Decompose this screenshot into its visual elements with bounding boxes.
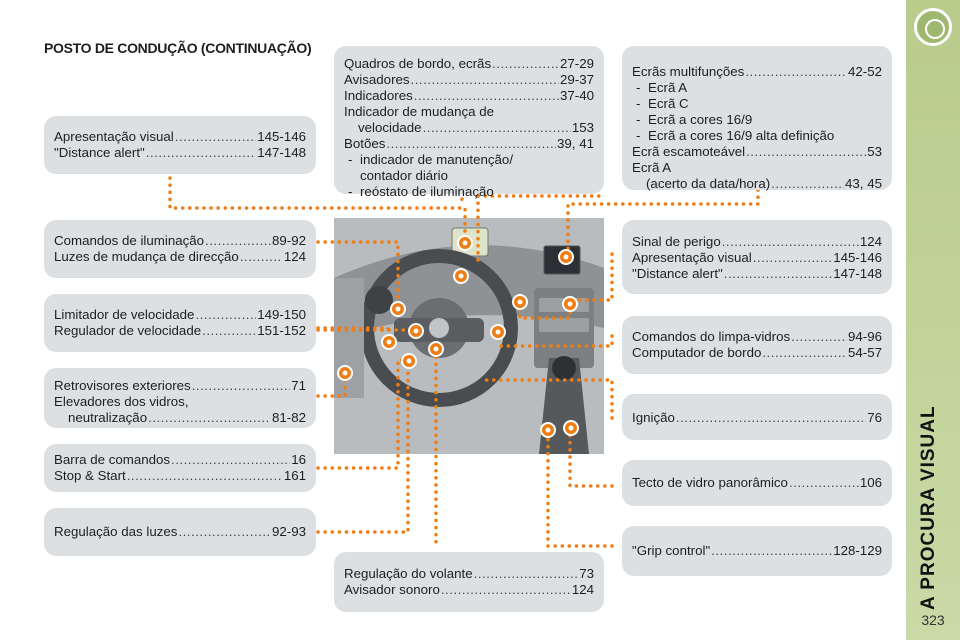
index-row: Avisador sonoro ..... 124: [344, 582, 594, 598]
index-row: "Distance alert" ..... 147-148: [632, 266, 882, 282]
sub-item: - Ecrã A: [636, 80, 688, 95]
index-row: Luzes de mudança de direcção ..... 124: [54, 249, 306, 265]
index-row: Ecrãs multifunções ..... 42-52: [632, 64, 882, 80]
index-row: Apresentação visual ..... 145-146: [632, 250, 882, 266]
index-row: Barra de comandos ..... 16: [54, 452, 306, 468]
index-row: Botões ..... 39, 41: [344, 136, 594, 152]
sub-item: - reóstato de iluminação: [348, 184, 494, 199]
index-row: Indicadores ..... 37-40: [344, 88, 594, 104]
section-logo-icon: [914, 8, 952, 46]
index-row: velocidade ..... 153: [344, 120, 594, 136]
index-row: neutralização ..... 81-82: [54, 410, 306, 426]
box-display-left: [44, 116, 316, 174]
section-title: A PROCURA VISUAL: [918, 405, 939, 610]
box-controls-bar: [44, 444, 316, 492]
box-sunroof: [622, 460, 892, 506]
box-steering: [334, 552, 604, 612]
sub-item: - Ecrã a cores 16/9: [636, 112, 753, 127]
index-row: Stop & Start ..... 161: [54, 468, 306, 484]
index-row-label: Indicador de mudança de: [344, 104, 495, 119]
box-ignition: [622, 394, 892, 440]
index-row: Comandos do limpa-vidros ..... 94-96: [632, 329, 882, 345]
index-row: Regulador de velocidade ..... 151-152: [54, 323, 306, 339]
sub-item: - Ecrã a cores 16/9 alta definição: [636, 128, 835, 143]
index-row: Apresentação visual ..... 145-146: [54, 129, 306, 145]
page-number: 323: [921, 612, 945, 628]
box-headlamp-adjust: [44, 508, 316, 556]
box-lighting: [44, 220, 316, 278]
box-grip-control: [622, 526, 892, 576]
index-row: Regulação das luzes ..... 92-93: [54, 524, 306, 540]
index-row-label: Ecrã A: [632, 160, 672, 175]
box-instruments: [334, 46, 604, 199]
box-mirrors: [44, 368, 316, 428]
section-sidebar: [906, 0, 960, 640]
index-row: Ignição ..... 76: [632, 410, 882, 426]
index-row-label: Elevadores dos vidros,: [54, 394, 189, 409]
index-row: "Grip control" ..... 128-129: [632, 543, 882, 559]
box-speed: [44, 294, 316, 352]
callout-markers: [338, 236, 578, 437]
index-row: Regulação do volante ..... 73: [344, 566, 594, 582]
box-hazard: [622, 220, 892, 294]
index-row: "Distance alert" ..... 147-148: [54, 145, 306, 161]
index-row: Tecto de vidro panorâmico ..... 106: [632, 475, 882, 491]
index-row: Avisadores ..... 29-37: [344, 72, 594, 88]
index-row: Ecrã escamoteável ..... 53: [632, 144, 882, 160]
index-row: Limitador de velocidade ..... 149-150: [54, 307, 306, 323]
index-row: Sinal de perigo ..... 124: [632, 234, 882, 250]
box-wipers: [622, 316, 892, 374]
index-row: Quadros de bordo, ecrãs ..... 27-29: [344, 56, 594, 72]
index-row: Retrovisores exteriores ..... 71: [54, 378, 306, 394]
index-row: Comandos de iluminação ..... 89-92: [54, 233, 306, 249]
index-row: (acerto da data/hora) ..... 43, 45: [632, 176, 882, 192]
box-screens: [622, 46, 892, 190]
index-row: Computador de bordo ..... 54-57: [632, 345, 882, 361]
sub-item: - indicador de manutenção/ contador diário: [348, 152, 514, 183]
page-title: POSTO DE CONDUÇÃO (CONTINUAÇÃO): [44, 40, 312, 56]
sub-item: - Ecrã C: [636, 96, 689, 111]
